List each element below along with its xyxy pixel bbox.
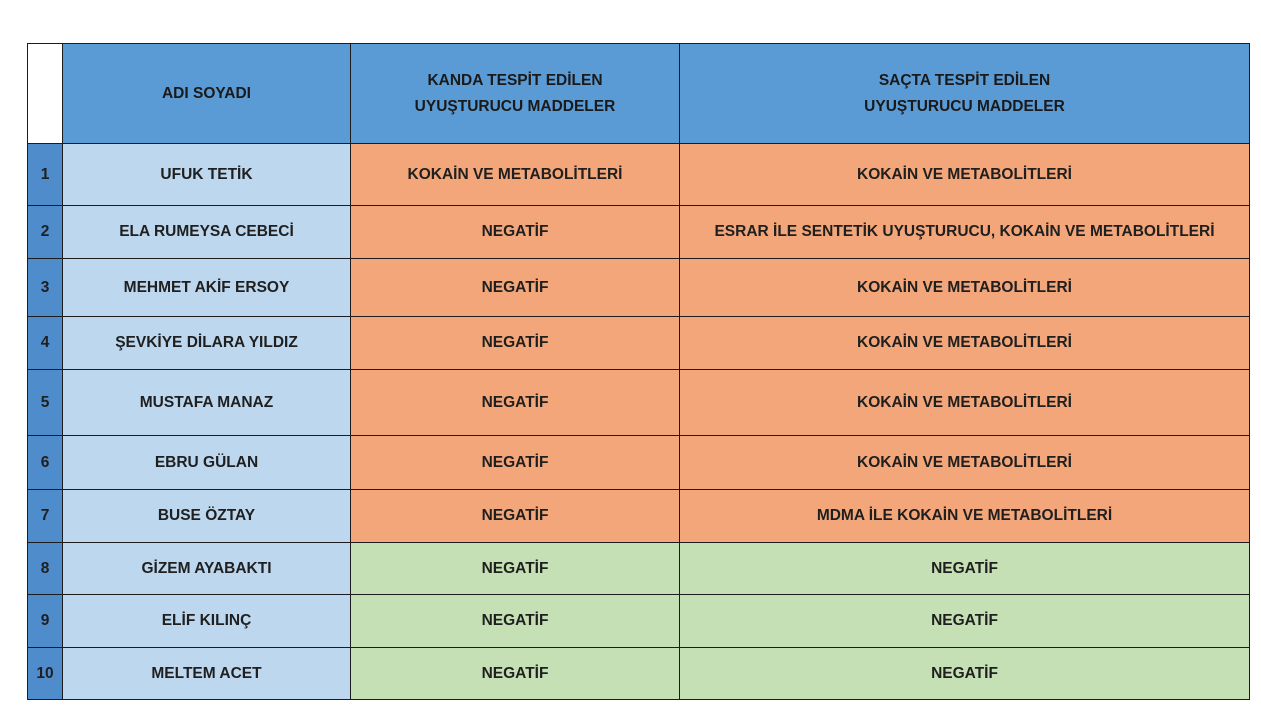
table-row bbox=[28, 436, 1250, 490]
row-blood-result: NEGATİF bbox=[351, 543, 680, 595]
row-hair-result: MDMA İLE KOKAİN VE METABOLİTLERİ bbox=[680, 490, 1250, 543]
row-hair-result: ESRAR İLE SENTETİK UYUŞTURUCU, KOKAİN VE METABOLİTLERİ bbox=[680, 206, 1250, 259]
table-row bbox=[28, 206, 1250, 259]
row-number: 8 bbox=[28, 543, 63, 595]
table-row bbox=[28, 490, 1250, 543]
row-blood-result: KOKAİN VE METABOLİTLERİ bbox=[351, 144, 680, 206]
row-blood-result: NEGATİF bbox=[351, 259, 680, 317]
row-name: ELA RUMEYSA CEBECİ bbox=[63, 206, 351, 259]
row-name: ŞEVKİYE DİLARA YILDIZ bbox=[63, 317, 351, 370]
row-blood-result: NEGATİF bbox=[351, 370, 680, 436]
corner-cell bbox=[28, 44, 63, 144]
row-number: 5 bbox=[28, 370, 63, 436]
row-number: 2 bbox=[28, 206, 63, 259]
row-name: MELTEM ACET bbox=[63, 648, 351, 700]
table-row bbox=[28, 648, 1250, 700]
row-hair-result: KOKAİN VE METABOLİTLERİ bbox=[680, 144, 1250, 206]
row-hair-result: NEGATİF bbox=[680, 543, 1250, 595]
row-blood-result: NEGATİF bbox=[351, 317, 680, 370]
row-hair-result: KOKAİN VE METABOLİTLERİ bbox=[680, 436, 1250, 490]
row-number: 10 bbox=[28, 648, 63, 700]
table-row bbox=[28, 595, 1250, 648]
header-hair-line2: UYUŞTURUCU MADDELER bbox=[864, 97, 1065, 115]
header-hair bbox=[680, 44, 1250, 144]
row-number: 7 bbox=[28, 490, 63, 543]
header-blood-line2: UYUŞTURUCU MADDELER bbox=[414, 97, 616, 115]
row-hair-result: KOKAİN VE METABOLİTLERİ bbox=[680, 259, 1250, 317]
row-name: MUSTAFA MANAZ bbox=[63, 370, 351, 436]
row-hair-result: NEGATİF bbox=[680, 595, 1250, 648]
row-number: 3 bbox=[28, 259, 63, 317]
table-row bbox=[28, 144, 1250, 206]
table-row bbox=[28, 370, 1250, 436]
table-row bbox=[28, 317, 1250, 370]
row-blood-result: NEGATİF bbox=[351, 206, 680, 259]
header-blood-line1: KANDA TESPİT EDİLEN bbox=[427, 71, 603, 89]
row-number: 4 bbox=[28, 317, 63, 370]
row-name: EBRU GÜLAN bbox=[63, 436, 351, 490]
row-name: MEHMET AKİF ERSOY bbox=[63, 259, 351, 317]
row-hair-result: NEGATİF bbox=[680, 648, 1250, 700]
table-row bbox=[28, 543, 1250, 595]
header-row bbox=[28, 44, 1250, 144]
row-name: UFUK TETİK bbox=[63, 144, 351, 206]
row-blood-result: NEGATİF bbox=[351, 648, 680, 700]
row-name: BUSE ÖZTAY bbox=[63, 490, 351, 543]
header-name: ADI SOYADI bbox=[63, 44, 351, 144]
row-number: 9 bbox=[28, 595, 63, 648]
row-blood-result: NEGATİF bbox=[351, 595, 680, 648]
row-blood-result: NEGATİF bbox=[351, 436, 680, 490]
row-name: ELİF KILINÇ bbox=[63, 595, 351, 648]
drug-test-results-table bbox=[27, 43, 1250, 700]
row-blood-result: NEGATİF bbox=[351, 490, 680, 543]
header-hair-line1: SAÇTA TESPİT EDİLEN bbox=[878, 71, 1051, 89]
row-number: 1 bbox=[28, 144, 63, 206]
row-hair-result: KOKAİN VE METABOLİTLERİ bbox=[680, 370, 1250, 436]
row-hair-result: KOKAİN VE METABOLİTLERİ bbox=[680, 317, 1250, 370]
header-blood bbox=[351, 44, 680, 144]
row-name: GİZEM AYABAKTI bbox=[63, 543, 351, 595]
table-row bbox=[28, 259, 1250, 317]
row-number: 6 bbox=[28, 436, 63, 490]
